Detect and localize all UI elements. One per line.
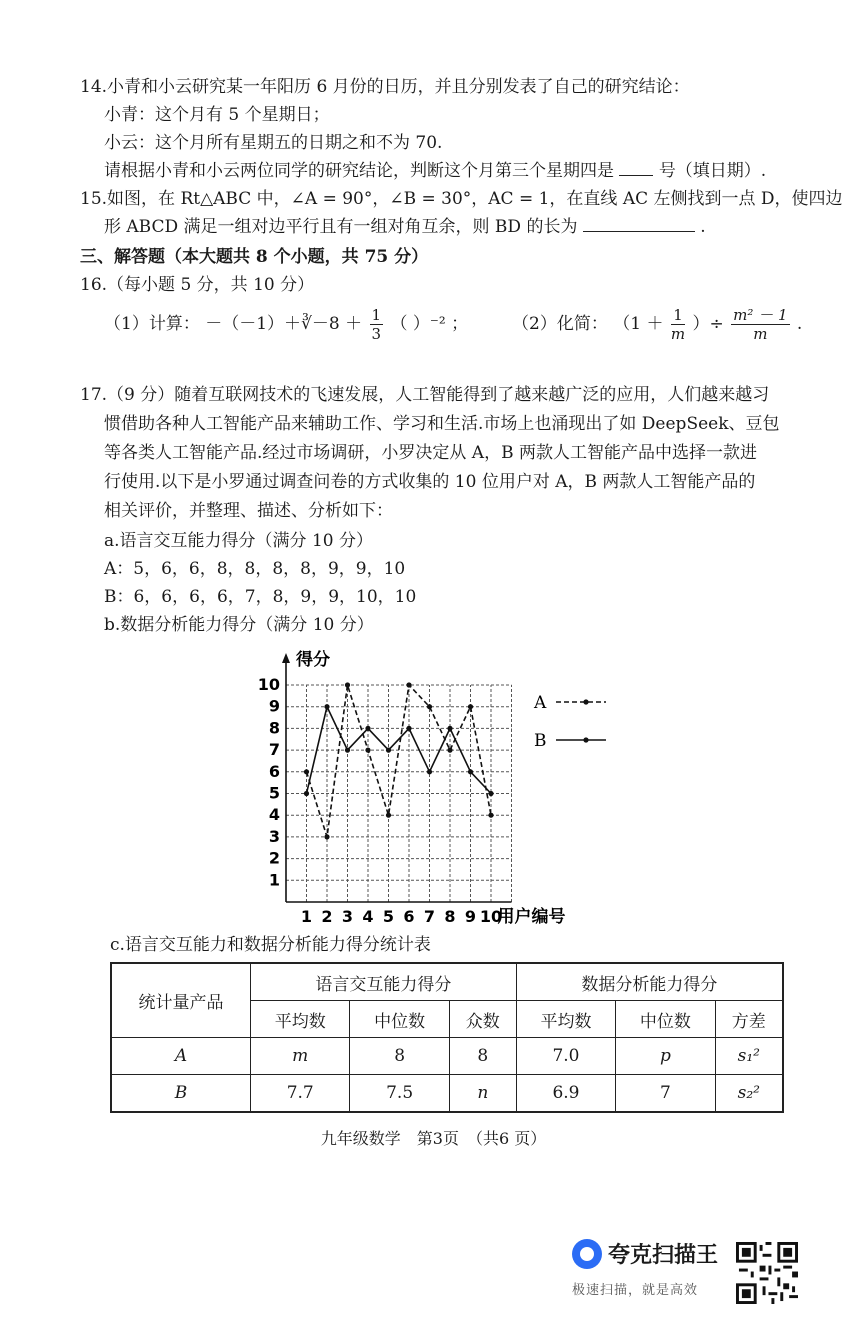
q16-p2-b: ）÷ bbox=[692, 314, 724, 334]
table-group-language: 语言交互能力得分 bbox=[251, 963, 517, 1001]
table-cell: m bbox=[251, 1038, 350, 1075]
q16-p1-frac-num: 1 bbox=[371, 306, 382, 324]
q16-p1-label: （1）计算： bbox=[104, 314, 200, 334]
x-tick-label: 1 bbox=[300, 907, 313, 926]
q16-p2-frac2-den: m bbox=[753, 325, 768, 343]
table-sub-header: 平均数 bbox=[251, 1001, 350, 1038]
x-tick-label: 2 bbox=[321, 907, 333, 926]
q16-p2-fraction2 bbox=[731, 306, 789, 343]
y-tick-label: 2 bbox=[268, 848, 280, 868]
series-line-A bbox=[307, 685, 492, 837]
data-point-A bbox=[365, 748, 370, 753]
q16-part2 bbox=[512, 306, 802, 346]
y-tick-label: 8 bbox=[268, 718, 280, 738]
table-cell: 7.0 bbox=[516, 1038, 615, 1075]
q17-line2: 惯借助各种人工智能产品来辅助工作、学习和生活.市场上也涌现出了如 DeepSeek、豆包 bbox=[104, 414, 780, 434]
x-tick-label: 10 bbox=[479, 907, 503, 926]
q14-ask bbox=[104, 160, 766, 182]
x-tick-label: 4 bbox=[362, 907, 374, 926]
data-point-A bbox=[324, 834, 329, 839]
data-point-B bbox=[304, 791, 309, 796]
y-tick-label: 5 bbox=[268, 783, 280, 803]
table-cell: 6.9 bbox=[516, 1075, 615, 1113]
q17-c-heading: c.语言交互能力和数据分析能力得分统计表 bbox=[110, 935, 431, 955]
q14-ask-b: 号（填日期）. bbox=[658, 161, 767, 181]
table-row bbox=[111, 1038, 783, 1075]
legend-marker-B bbox=[583, 737, 588, 742]
data-point-B bbox=[324, 704, 329, 709]
q16-p1-expr: －（－1）＋∛－8 ＋ bbox=[205, 314, 363, 334]
data-point-B bbox=[447, 726, 452, 731]
table-corner-cell: 统计量产品 bbox=[111, 963, 251, 1038]
data-point-B bbox=[345, 748, 350, 753]
data-point-B bbox=[406, 726, 411, 731]
q16-p2-end: . bbox=[796, 314, 803, 334]
x-tick-label: 9 bbox=[464, 907, 477, 926]
y-tick-label: 3 bbox=[268, 826, 280, 846]
data-point-A bbox=[468, 704, 473, 709]
watermark-name: 夸克扫描王 bbox=[608, 1243, 719, 1268]
x-tick-label: 3 bbox=[341, 907, 354, 926]
y-tick-label: 7 bbox=[268, 740, 280, 760]
stats-table bbox=[110, 962, 784, 1113]
q14-answer-blank[interactable] bbox=[619, 161, 653, 176]
x-axis-label: 用户编号 bbox=[497, 907, 566, 927]
q16-p1-tail: （ ）⁻² ； bbox=[390, 314, 469, 334]
q16-p2-label: （2）化简： bbox=[512, 314, 608, 334]
y-tick-label: 10 bbox=[257, 675, 280, 694]
page-footer: 九年级数学 第3页 （共6 页） bbox=[320, 1129, 547, 1148]
q17-a-heading: a.语言交互能力得分（满分 10 分） bbox=[104, 531, 373, 551]
table-cell: 8 bbox=[350, 1038, 449, 1075]
q17-a-scores-B: B：6，6，6，6，7，8，9，9，10，10 bbox=[104, 587, 417, 607]
q16-p1-frac-den: 3 bbox=[371, 325, 382, 343]
table-cell: s₁² bbox=[715, 1038, 783, 1075]
table-row bbox=[111, 1075, 783, 1113]
data-point-A bbox=[386, 813, 391, 818]
table-sub-header: 平均数 bbox=[516, 1001, 615, 1038]
q16-head: 16.（每小题 5 分，共 10 分） bbox=[80, 275, 315, 295]
table-cell: 7.5 bbox=[350, 1075, 449, 1113]
q17-line1: 17.（9 分）随着互联网技术的飞速发展，人工智能得到了越来越广泛的应用，人们越来越习 bbox=[80, 385, 770, 405]
table-sub-header: 中位数 bbox=[350, 1001, 449, 1038]
table-row-label: A bbox=[111, 1038, 251, 1075]
data-point-A bbox=[406, 682, 411, 687]
data-point-B bbox=[427, 769, 432, 774]
q15-line1: 15.如图，在 Rt△ABC 中，∠A = 90°，∠B = 30°，AC = 1，在直线 AC 左侧找到一点 D，使四边 bbox=[80, 189, 843, 209]
table-sub-header: 众数 bbox=[449, 1001, 516, 1038]
x-tick-label: 5 bbox=[382, 907, 395, 926]
x-tick-label: 8 bbox=[444, 907, 456, 926]
q14-qing: 小青：这个月有 5 个星期日； bbox=[104, 105, 330, 125]
table-cell: s₂² bbox=[715, 1075, 783, 1113]
table-cell: 8 bbox=[449, 1038, 516, 1075]
score-line-chart bbox=[250, 640, 630, 930]
data-point-A bbox=[488, 813, 493, 818]
data-point-B bbox=[488, 791, 493, 796]
table-sub-header: 方差 bbox=[715, 1001, 783, 1038]
legend-label-A: A bbox=[534, 693, 547, 713]
y-tick-label: 9 bbox=[268, 696, 280, 716]
table-cell: 7.7 bbox=[251, 1075, 350, 1113]
q14-intro: 14.小青和小云研究某一年阳历 6 月份的日历，并且分别发表了自己的研究结论： bbox=[80, 77, 690, 97]
y-tick-label: 6 bbox=[268, 761, 280, 781]
q16-p2-fraction1 bbox=[671, 306, 685, 343]
q15-line2-text: 形 ABCD 满足一组对边平行且有一组对角互余，则 BD 的长为 bbox=[104, 217, 578, 237]
legend-label-B: B bbox=[534, 731, 547, 751]
section-3-heading: 三、解答题（本大题共 8 个小题，共 75 分） bbox=[80, 247, 429, 267]
q15-line2 bbox=[104, 216, 706, 238]
data-point-A bbox=[345, 682, 350, 687]
data-point-B bbox=[365, 726, 370, 731]
q17-line5: 相关评价，并整理、描述、分析如下： bbox=[104, 501, 393, 521]
data-point-A bbox=[304, 769, 309, 774]
data-point-B bbox=[386, 748, 391, 753]
data-point-A bbox=[427, 704, 432, 709]
q14-yun: 小云：这个月所有星期五的日期之和不为 70. bbox=[104, 133, 443, 153]
scanner-watermark bbox=[572, 1238, 732, 1298]
q16-p2-frac2-num: m² － 1 bbox=[733, 306, 788, 324]
q17-line3: 等各类人工智能产品.经过市场调研，小罗决定从 A，B 两款人工智能产品中选择一款进 bbox=[104, 443, 757, 463]
y-tick-label: 4 bbox=[268, 805, 280, 825]
y-axis-label: 得分 bbox=[296, 650, 330, 670]
watermark-slogan: 极速扫描，就是高效 bbox=[572, 1283, 699, 1298]
qr-code-icon bbox=[736, 1242, 798, 1304]
y-tick-label: 1 bbox=[268, 870, 280, 890]
table-row-label: B bbox=[111, 1075, 251, 1113]
q17-a-scores-A: A：5，6，6，8，8，8，8，9，9，10 bbox=[104, 559, 406, 579]
q14-ask-a: 请根据小青和小云两位同学的研究结论，判断这个月第三个星期四是 bbox=[104, 161, 614, 181]
q16-part1 bbox=[104, 306, 468, 346]
table-cell: n bbox=[449, 1075, 516, 1113]
q17-b-heading: b.数据分析能力得分（满分 10 分） bbox=[104, 615, 374, 635]
q15-answer-blank[interactable] bbox=[583, 217, 695, 232]
table-sub-header: 中位数 bbox=[616, 1001, 715, 1038]
quark-logo-icon bbox=[572, 1239, 602, 1269]
y-axis-arrow bbox=[282, 653, 290, 663]
q16-p1-fraction bbox=[370, 306, 384, 343]
table-cell: 7 bbox=[616, 1075, 715, 1113]
q15-line2-end: . bbox=[700, 217, 706, 237]
x-tick-label: 7 bbox=[423, 907, 436, 926]
table-group-data: 数据分析能力得分 bbox=[516, 963, 783, 1001]
q17-line4: 行使用.以下是小罗通过调查问卷的方式收集的 10 位用户对 A，B 两款人工智能产品的 bbox=[104, 472, 756, 492]
q16-p2-a: （1 ＋ bbox=[613, 314, 664, 334]
legend-marker-A bbox=[583, 699, 588, 704]
x-tick-label: 6 bbox=[403, 907, 415, 926]
q16-p2-frac1-den: m bbox=[670, 325, 686, 343]
table-cell: p bbox=[616, 1038, 715, 1075]
data-point-B bbox=[468, 769, 473, 774]
data-point-A bbox=[447, 748, 452, 753]
q16-p2-frac1-num: 1 bbox=[673, 306, 683, 324]
